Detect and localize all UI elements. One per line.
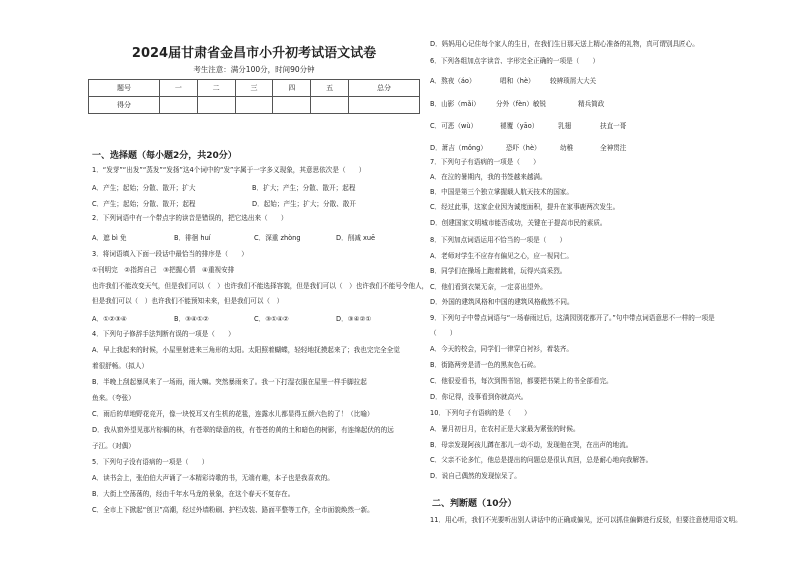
question-stem: 3．将词语填入下面一段话中最恰当的排序是（ ） — [92, 250, 248, 258]
option-d[interactable]: D．说自己偶然的发现惊呆了。 — [430, 472, 521, 480]
option-a[interactable]: A．早上我起来的时候，小屋里射进来三角形的太阳。太阳照着蝴蝶，轻轻地抚摸起来了；我也完完全全觉 — [92, 346, 400, 354]
question-stem: 2．下列词语中有一个带点字的读音是错误的，把它选出来（ ） — [92, 214, 288, 222]
option-c[interactable]: C．他们看到衣架无奈，一定喜出望外。 — [430, 283, 547, 291]
score-header-cell: 二 — [197, 80, 235, 97]
question-items: ①刊明完 ②指挥自己 ③把握心情 ④重视安排 — [92, 266, 235, 274]
question-stem: 5．下列句子没有语病的一项是（ ） — [92, 458, 209, 466]
option-b[interactable]: B．街路两旁是清一色的黑灰色石砖。 — [430, 361, 541, 369]
question-stem: 10．下列句子有语病的是（ ） — [430, 409, 531, 417]
score-input-cell[interactable] — [197, 97, 235, 114]
option-b[interactable]: B．半晚上刮起暴风来了一场雨，雨大嘛。突然暴雨来了。我一下打湿衣服在屋里一样手脚拉起 — [92, 378, 367, 386]
option-c-part: 褪覆（yāo） — [500, 122, 539, 130]
score-header-cell: 三 — [235, 80, 273, 97]
option-d[interactable]: D．创建国家文明城市能否成功，关键在于提高市民的素质。 — [430, 219, 607, 227]
option-d[interactable]: D．③④②① — [336, 315, 372, 323]
option-d-part: 恐吓（hè） — [506, 144, 541, 152]
section-title: 二、判断题（10分） — [432, 499, 517, 509]
option-c[interactable]: C．父亲不论多忙，他总是提出的问题总是很认真回，总是耐心地向我解答。 — [430, 456, 653, 464]
question-stem: 6．下列各组加点字读音、字形完全正确的一项是（ ） — [430, 57, 600, 65]
question-passage: 也许我们不能改变天气，但是我们可以（ ）也许我们不能选择容貌，但是我们可以（ ）也许我们不能号令他人， — [92, 282, 429, 290]
question-stem: 4．下列句子修辞手法判断有误的一项是（ ） — [92, 330, 235, 338]
option-c[interactable]: C．雨后的草地野花竞开，像一块悦耳又有生机的花毯，连露水儿都显得五颜六色的了！（比喻） — [92, 410, 374, 418]
score-input-cell[interactable] — [235, 97, 273, 114]
option-d[interactable]: D．妈妈用心记住每个家人的生日，在我们生日那天送上精心准备的礼物，真可谓别具匠心。 — [430, 40, 699, 48]
score-header-cell: 总分 — [349, 80, 420, 97]
option-b[interactable]: B．山影（mǎi） — [430, 100, 480, 108]
score-header-cell: 题号 — [89, 80, 160, 97]
option-c-part: 扶直一哥 — [600, 122, 627, 130]
score-input-cell[interactable] — [311, 97, 349, 114]
option-a[interactable]: A．熬夜（áo） — [430, 77, 476, 85]
option-a[interactable]: A．在泣的暑期内，我的书签越来越满。 — [430, 173, 547, 181]
option-b[interactable]: B．同学们在操场上跑着跳着，玩得兴高采烈。 — [430, 267, 567, 275]
question-stem: 8．下列加点词语运用不恰当的一项是（ ） — [430, 236, 567, 244]
option-c[interactable]: C．③①④② — [254, 315, 289, 323]
option-a[interactable]: A．今天的校会，同学们一律穿白衬衫，着装齐。 — [430, 345, 573, 353]
option-c[interactable]: C．全市上下掀起“创卫”高潮，经过外墙粉刷、护栏改装、路面平整等工作，全市面貌焕然一新。 — [92, 506, 374, 514]
score-header-cell: 一 — [159, 80, 197, 97]
option-a[interactable]: A．暑月初日月，在农村正是大家最为紧张的时候。 — [430, 425, 580, 433]
option-d[interactable]: D．萧吉（mǒng） — [430, 144, 487, 152]
option-d-cont: 子江。（对偶） — [92, 442, 135, 450]
page-title: 2024届甘肃省金昌市小升初考试语文试卷 — [131, 46, 377, 61]
exam-note: 考生注意：满分100分，时间90分钟 — [193, 65, 315, 74]
option-b[interactable]: B．扩大；产生；分散、散开；起程 — [252, 184, 356, 192]
option-c-part: 乳翅 — [558, 122, 572, 130]
score-input-cell[interactable] — [159, 97, 197, 114]
section-title: 一、选择题（每小题2分，共20分） — [92, 151, 237, 161]
option-d-part: 幼稚 — [560, 144, 574, 152]
option-c[interactable]: C．可恶（wù） — [430, 122, 478, 130]
question-stem: 1．“发芽”“出发”“蒸发”“发扬”这4个词中的“发”字属于一字多义现象，其意思依次是（ ） — [92, 166, 366, 174]
question-passage: 但是我们可以（ ）也许我们不能预知未来，但是我们可以（ ） — [92, 297, 284, 305]
option-c[interactable]: C．他很爱看书，每次到图书馆，都要把书架上的书全部看完。 — [430, 377, 613, 385]
option-b[interactable]: B．中国是第三个独立掌握载人航天技术的国家。 — [430, 188, 573, 196]
score-header-cell: 四 — [273, 80, 311, 97]
question-paren: （ ） — [430, 329, 457, 337]
option-b[interactable]: B．徘徊 huí — [174, 234, 211, 242]
question-stem: 9．下列句子中带点词语与“一场春雨过后，这满园别花都开了。”句中带点词语意思不一样的一项是 — [430, 314, 715, 322]
option-c[interactable]: C．经过此事，这家企业因为诚度面积，提升在家事鹿两次发生。 — [430, 203, 620, 211]
option-a-cont: 着很舒畅。（拟人） — [92, 362, 149, 370]
option-d[interactable]: D．我从窗外望见那片棕榈的林，有苍翠的绿意的枝，有苍苍的黄的土和暗色的树影，有连绵起伏的的远 — [92, 426, 394, 434]
option-a[interactable]: A．遮 bì 免 — [92, 234, 127, 242]
option-c[interactable]: C．产生；起始；分散、散开；起程 — [92, 200, 196, 208]
option-a[interactable]: A．读书会上，张伯伯大声诵了一本精彩诗歌的书，无端有趣，本子也是我喜欢的。 — [92, 474, 334, 482]
score-header-cell: 五 — [311, 80, 349, 97]
score-row-label: 得分 — [89, 97, 160, 114]
option-b[interactable]: B．大街上空荡荡的，经由千年水马龙的景象，在这个春天不复存在。 — [92, 490, 295, 498]
option-d[interactable]: D．起始；产生；扩大；分散、散开 — [252, 200, 356, 208]
option-a[interactable]: A．①②③④ — [92, 315, 127, 323]
option-b[interactable]: B．③④①② — [174, 315, 209, 323]
score-table-score-row — [89, 97, 420, 114]
score-input-cell[interactable] — [273, 97, 311, 114]
score-table — [88, 79, 420, 114]
question-stem: 7．下列句子有语病的一项是（ ） — [430, 158, 540, 166]
option-b-cont: 鱼来。（夸张） — [92, 394, 135, 402]
option-b[interactable]: B．母亲发现阿孩儿蹲在那儿一动不动，发现他在哭，在出声的地流。 — [430, 441, 633, 449]
option-c[interactable]: C．深重 zhòng — [254, 234, 301, 242]
option-d[interactable]: D．外国的建筑风格和中国的建筑风格截然不同。 — [430, 298, 574, 306]
option-d[interactable]: D．削减 xuē — [336, 234, 376, 242]
option-a-part: 较辨琐屑大大关 — [550, 77, 597, 85]
option-b-part: 分外（fèn）敏锐 — [496, 100, 547, 108]
option-a[interactable]: A．产生；起始；分散、散开；扩大 — [92, 184, 196, 192]
question-stem: 11．用心听，我们不光要听出别人讲话中的正确或偏见，还可以抓住偏僻进行反驳，但要注意使用语文明。 — [430, 516, 742, 524]
option-a[interactable]: A．老师对学生不应存有偏见之心，应一视同仁。 — [430, 252, 573, 260]
score-table-header-row — [89, 80, 420, 97]
option-d[interactable]: D．你记得，没事看到你就高兴。 — [430, 393, 528, 401]
option-b-part: 精兵简政 — [578, 100, 605, 108]
option-a-part: 唱和（hè） — [500, 77, 535, 85]
option-d-part: 全神贯注 — [600, 144, 627, 152]
score-input-cell[interactable] — [349, 97, 420, 114]
